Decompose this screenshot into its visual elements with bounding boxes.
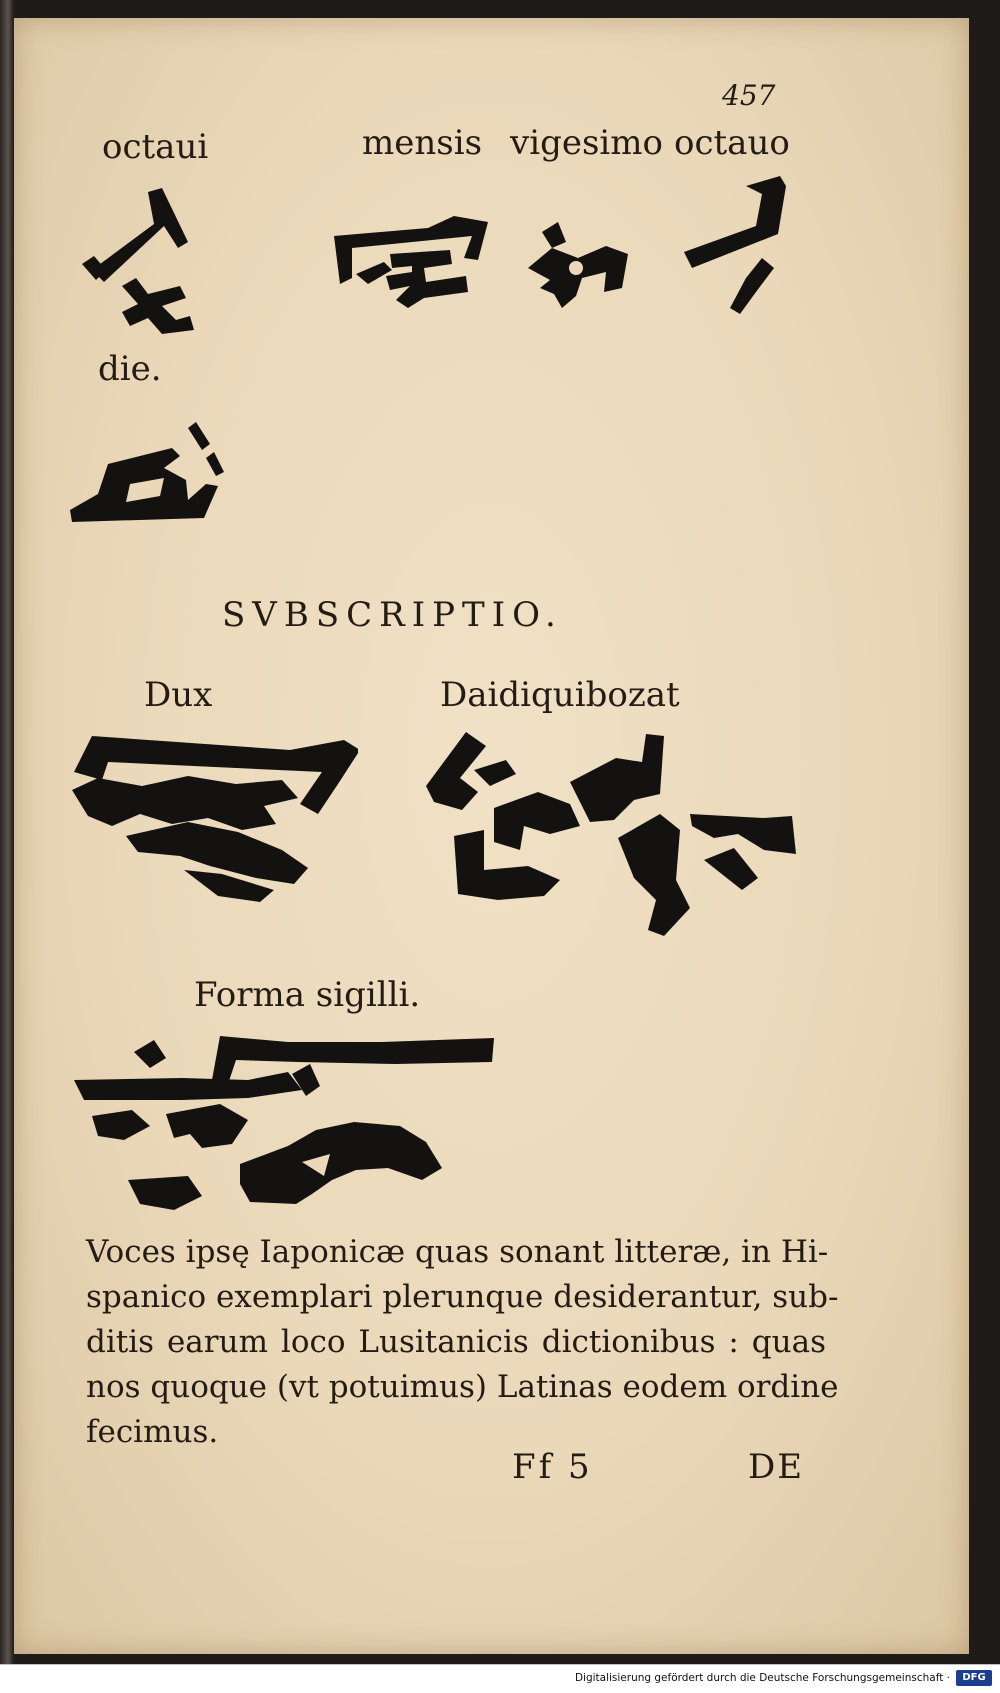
kanji-glyph-octauo [682, 174, 794, 324]
book-page [14, 18, 969, 1654]
kanji-glyph-dux [68, 732, 358, 902]
gloss-forma-sigilli: Forma sigilli. [194, 975, 421, 1015]
catchword: DE [748, 1447, 805, 1487]
digitization-footer [0, 1664, 1000, 1693]
kanji-glyph-die [68, 410, 238, 528]
kanji-glyph-mensis [332, 214, 492, 310]
page-number: 457 [722, 79, 776, 112]
note-line: ditis earum loco Lusitanicis dictionibus : quas [86, 1324, 826, 1360]
signature-mark: Ff 5 [512, 1447, 593, 1487]
gloss-die: die. [98, 349, 162, 389]
gloss-daidiquibozat: Daidiquibozat [440, 675, 680, 715]
gloss-octaui: octaui [102, 127, 209, 167]
section-heading: SVBSCRIPTIO. [222, 595, 563, 635]
seal-glyph [70, 1034, 510, 1212]
note-line: spanico exemplari plerunque desiderantur, sub- [86, 1279, 839, 1315]
note-line: nos quoque (vt potuimus) Latinas eodem ordine [86, 1369, 839, 1405]
kanji-glyph-daidiquibozat [424, 730, 804, 948]
gloss-octauo: octauo [674, 123, 790, 163]
kanji-glyph-vigesimo [524, 218, 634, 310]
dfg-logo: DFG [956, 1670, 992, 1686]
gloss-vigesimo: vigesimo [510, 123, 663, 163]
explanatory-note [86, 1230, 839, 1455]
note-line: fecimus. [86, 1414, 219, 1450]
footer-credit: Digitalisierung gefördert durch die Deutsche Forschungsgemeinschaft · [574, 1672, 950, 1684]
gloss-mensis: mensis [362, 123, 483, 163]
note-line: Voces ipsę Iaponicæ quas sonant litteræ, in Hi- [86, 1234, 829, 1270]
gloss-dux: Dux [144, 675, 213, 715]
kanji-glyph-octaui [78, 186, 208, 336]
